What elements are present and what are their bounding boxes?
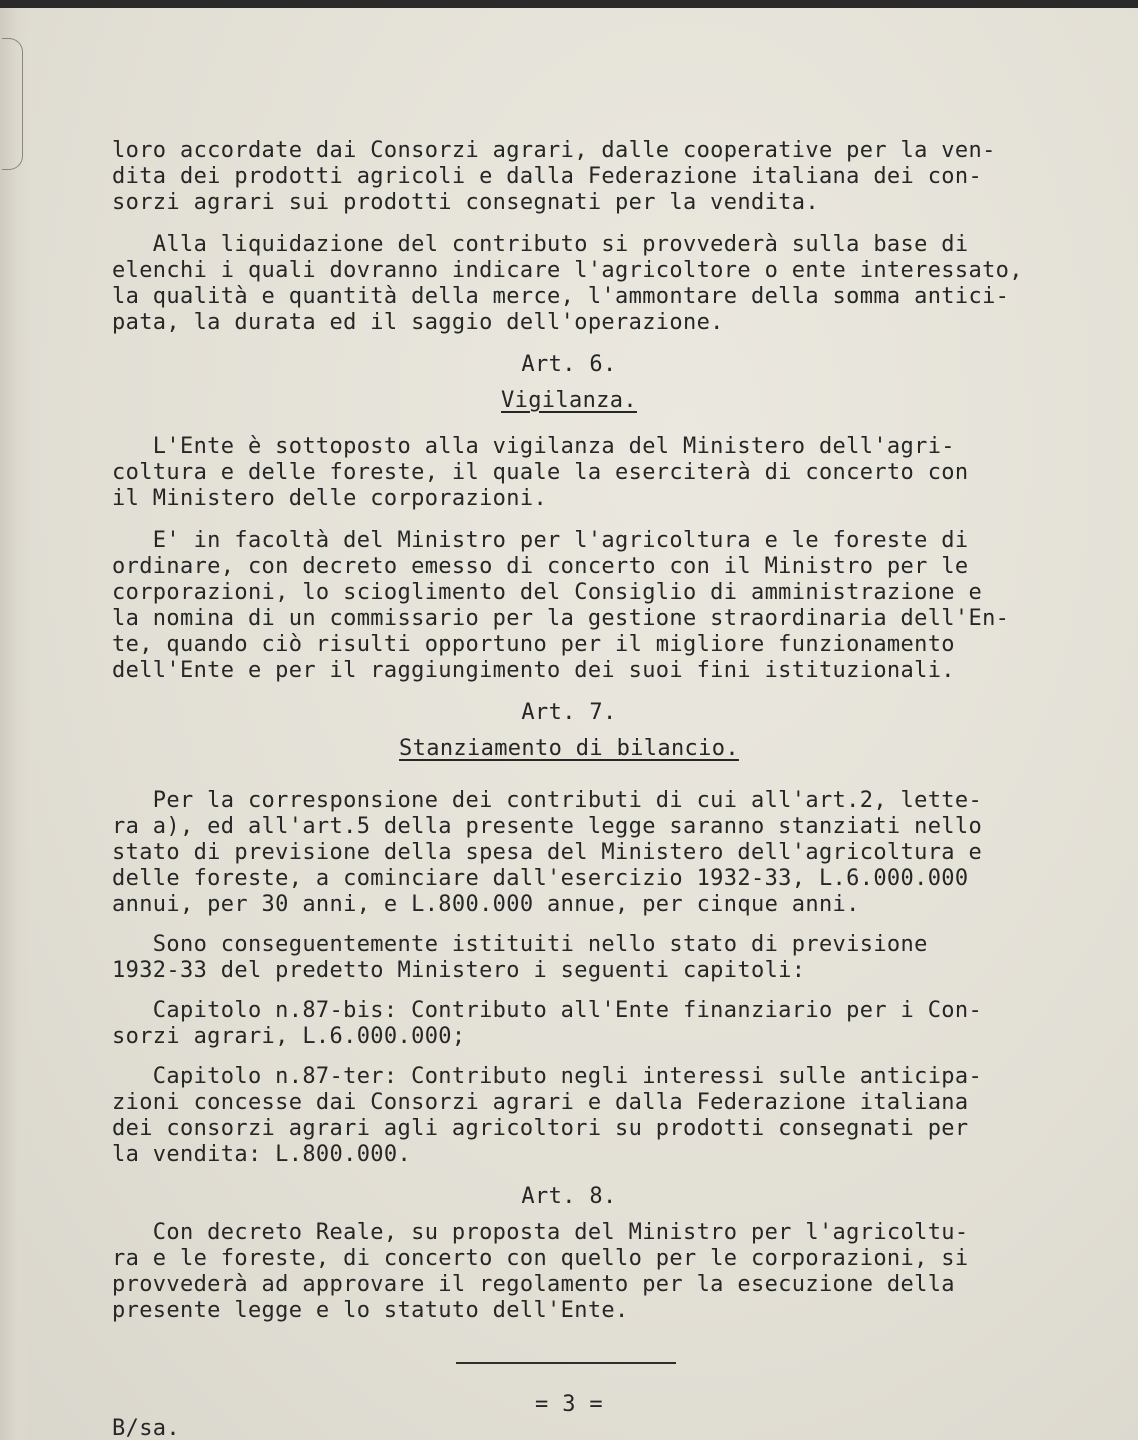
text-line: sorzi agrari, L.6.000.000;: [112, 1024, 466, 1049]
article-heading: Art. 6.: [521, 352, 617, 377]
section-title-text: Vigilanza.: [501, 388, 637, 413]
text-line: Capitolo n.87-ter: Contributo negli interessi sulle anticipa-: [112, 1064, 983, 1089]
text-line: ra a), ed all'art.5 della presente legge saranno stanziati nello: [112, 814, 983, 839]
text-line: presente legge e lo statuto dell'Ente.: [112, 1298, 629, 1323]
text-line: stato di previsione della spesa del Ministero dell'agricoltura e: [112, 840, 983, 865]
binding-edge: [0, 8, 30, 1440]
text-line: dell'Ente e per il raggiungimento dei suoi fini istituzionali.: [112, 658, 955, 683]
text-line: L'Ente è sottoposto alla vigilanza del Ministero dell'agri-: [112, 434, 955, 459]
typist-initials: B/sa.: [112, 1416, 180, 1440]
text-line: te, quando ciò risulti opportuno per il migliore funzionamento: [112, 632, 955, 657]
text-line: zioni concesse dai Consorzi agrari e dalla Federazione italiana: [112, 1090, 969, 1115]
text-line: la vendita: L.800.000.: [112, 1142, 412, 1167]
article-heading: Art. 7.: [521, 700, 617, 725]
document-page: [0, 8, 1138, 1440]
text-line: pata, la durata ed il saggio dell'operazione.: [112, 310, 724, 335]
text-line: Sono conseguentemente istituiti nello stato di previsione: [112, 932, 928, 957]
binding-mark: [2, 38, 23, 170]
section-title-text: Stanziamento di bilancio.: [399, 736, 739, 761]
text-line: Capitolo n.87-bis: Contributo all'Ente finanziario per i Con-: [112, 998, 983, 1023]
text-line: Con decreto Reale, su proposta del Ministro per l'agricoltu-: [112, 1220, 969, 1245]
text-line: Per la corresponsione dei contributi di cui all'art.2, lette-: [112, 788, 983, 813]
page-number: = 3 =: [535, 1392, 603, 1417]
text-line: la qualità e quantità della merce, l'ammontare della somma antici-: [112, 284, 1010, 309]
text-line: elenchi i quali dovranno indicare l'agricoltore o ente interessato,: [112, 258, 1023, 283]
text-line: sorzi agrari sui prodotti consegnati per la vendita.: [112, 190, 819, 215]
text-line: dita dei prodotti agricoli e dalla Federazione italiana dei con-: [112, 164, 983, 189]
text-line: delle foreste, a cominciare dall'esercizio 1932-33, L.6.000.000: [112, 866, 969, 891]
text-line: ordinare, con decreto emesso di concerto con il Ministro per le: [112, 554, 969, 579]
text-line: coltura e delle foreste, il quale la eserciterà di concerto con: [112, 460, 969, 485]
section-title: [0, 390, 1138, 412]
text-line: ra e le foreste, di concerto con quello per le corporazioni, si: [112, 1246, 969, 1271]
text-line: il Ministero delle corporazioni.: [112, 486, 548, 511]
text-line: corporazioni, lo scioglimento del Consiglio di amministrazione e: [112, 580, 983, 605]
footer-rule: [456, 1362, 676, 1364]
text-line: provvederà ad approvare il regolamento per la esecuzione della: [112, 1272, 955, 1297]
text-line: annui, per 30 anni, e L.800.000 annue, per cinque anni.: [112, 892, 860, 917]
text-line: la nomina di un commissario per la gestione straordinaria dell'En-: [112, 606, 1010, 631]
text-line: E' in facoltà del Ministro per l'agricoltura e le foreste di: [112, 528, 969, 553]
text-line: 1932-33 del predetto Ministero i seguenti capitoli:: [112, 958, 806, 983]
article-heading: Art. 8.: [521, 1184, 617, 1209]
section-title: [0, 738, 1138, 760]
text-line: loro accordate dai Consorzi agrari, dalle cooperative per la ven-: [112, 138, 996, 163]
text-line: Alla liquidazione del contributo si provvederà sulla base di: [112, 232, 969, 257]
text-line: dei consorzi agrari agli agricoltori su prodotti consegnati per: [112, 1116, 969, 1141]
